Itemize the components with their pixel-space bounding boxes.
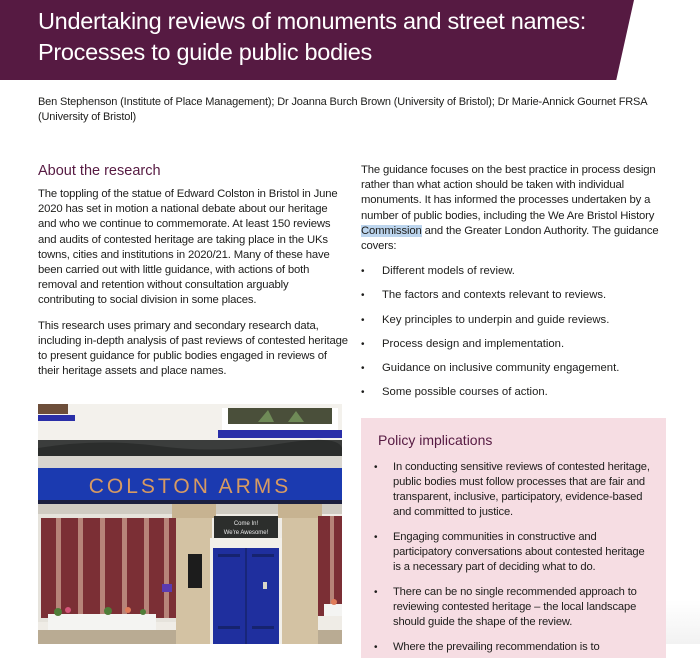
bullet-icon: • [361,314,365,326]
list-item [374,640,654,655]
list-item-text: Where the prevailing recommendation is to [393,641,600,653]
list-item [374,530,654,575]
guidance-section [361,163,671,409]
bullet-icon: • [361,290,365,302]
bullet-icon: • [361,362,365,374]
list-item [361,337,671,352]
list-item [361,264,671,279]
about-heading: About the research [38,163,161,179]
list-item [361,361,671,376]
policy-implications-box [361,418,666,658]
list-item-text: Different models of review. [382,265,515,278]
list-item-text: There can be no single recommended approach to reviewing contested heritage – the local landscape should guide the shape of the review. [393,586,637,628]
guidance-intro [361,163,671,254]
pub-sign-text: COLSTON ARMS [88,475,292,498]
list-item-text: Some possible courses of action. [382,386,548,399]
bullet-icon: • [361,266,365,278]
page-edge-shadow [666,600,700,644]
list-item [361,385,671,400]
list-item [361,313,671,328]
list-item-text: Process design and implementation. [382,337,565,350]
guidance-intro-text: The guidance focuses on the best practice in process design rather than what action should be taken with individual monuments. It has informed the processes undertaken by a number of public bodies, including the We Are Bristol History [361,164,656,222]
list-item-text: Engaging communities in constructive and participatory conversations about contested heritage is a necessary part of deciding what to do. [393,531,645,573]
guidance-list [361,264,671,400]
list-item [361,288,671,303]
bullet-icon: • [374,587,378,598]
guidance-intro-text: and the Greater London Authority. The guidance covers: [361,224,659,253]
bullet-icon: • [374,532,378,543]
policy-heading: Policy implications [378,432,493,448]
authors-line: Ben Stephenson (Institute of Place Management); Dr Joanna Burch Brown (University of Bristol); Dr Marie-Annick Gournet FRSA (University of Bristol) [38,96,647,123]
bullet-icon: • [361,387,365,399]
chalkboard-text: We're Awesome! [223,530,269,536]
about-paragraph: This research uses primary and secondary research data, including in-depth analysis of past reviews of contested heritage to present guidance for public bodies engaged in reviews of their heritage assets and place names. [38,319,348,378]
bullet-icon: • [374,462,378,473]
list-item-text: Key principles to underpin and guide reviews. [382,313,610,326]
policy-list [374,460,654,665]
bullet-icon: • [374,642,378,653]
list-item-text: In conducting sensitive reviews of contested heritage, public bodies must follow processes that are fair and transparent, inclusive, participatory, evidence-based and committed to justice. [393,461,650,518]
list-item [374,585,654,630]
about-section [38,163,348,389]
about-paragraph: The toppling of the statue of Edward Colston in Bristol in June 2020 has set in motion a national debate about our heritage and who we continue to commemorate. At least 150 reviews and audits of contested heritage are taking place in the UKs towns, cities and institutions in 2020/21. Many of these have been carried out with little guidance, with actions of both removal and retention without consultation arguably contributing to social division in some places. [38,188,338,307]
selected-text-highlight[interactable]: Commission [361,224,422,237]
colston-arms-photo [38,404,342,644]
list-item [374,460,654,520]
bullet-icon: • [361,338,365,350]
chalkboard-text: Come In! [233,521,259,527]
page-title: Undertaking reviews of monuments and street names: Processes to guide public bodies [38,8,586,65]
list-item-text: The factors and contexts relevant to reviews. [382,289,607,302]
list-item-text: Guidance on inclusive community engagement. [382,361,620,374]
